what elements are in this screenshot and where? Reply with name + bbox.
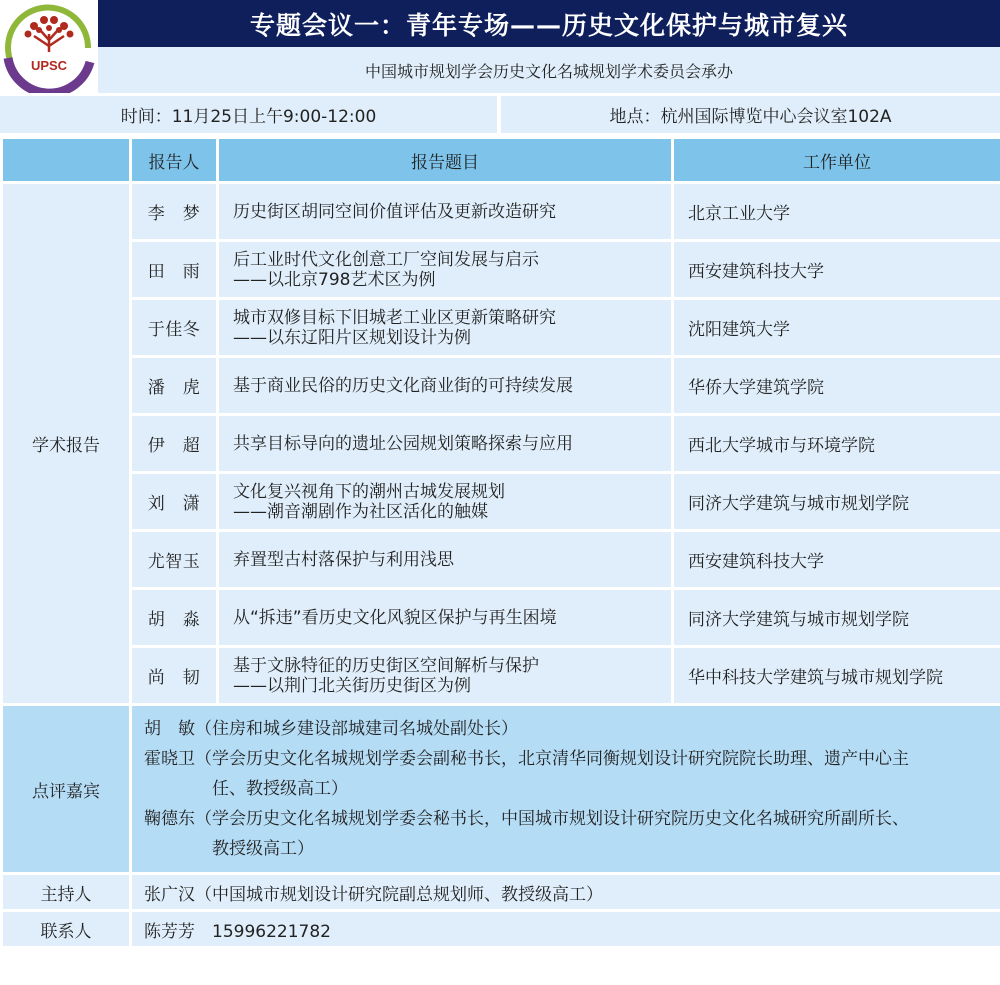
schedule-table <box>0 136 1000 949</box>
meeting-time: 时间：11月25日上午9:00-12:00 <box>0 96 497 133</box>
speaker-name: 尤智玉 <box>131 531 218 589</box>
report-topic: 共享目标导向的遗址公园规划策略探索与应用 <box>218 415 673 473</box>
report-topic: 弃置型古村落保护与利用浅思 <box>218 531 673 589</box>
logo <box>0 0 98 93</box>
header-topic: 报告题目 <box>218 138 673 183</box>
work-unit: 西北大学城市与环境学院 <box>673 415 1000 473</box>
reviewer-entry: 胡 敏（住房和城乡建设部城建司名城处副处长） <box>144 719 518 739</box>
table-header-row <box>2 138 1000 183</box>
reviewer-entry-cont: 任、教授级高工） <box>212 779 348 799</box>
table-row <box>2 357 1000 415</box>
table-row <box>2 531 1000 589</box>
speaker-name: 刘 潇 <box>131 473 218 531</box>
header-unit: 工作单位 <box>673 138 1000 183</box>
work-unit: 西安建筑科技大学 <box>673 241 1000 299</box>
info-row <box>0 93 1000 136</box>
contact-value: 陈芳芳 15996221782 <box>131 911 1000 948</box>
speaker-name: 伊 超 <box>131 415 218 473</box>
report-topic: 文化复兴视角下的潮州古城发展规划 ——潮音潮剧作为社区活化的触媒 <box>218 473 673 531</box>
work-unit: 西安建筑科技大学 <box>673 531 1000 589</box>
table-row <box>2 473 1000 531</box>
svg-text:青年托举: 青年托举 <box>36 75 62 82</box>
speaker-name: 李 梦 <box>131 183 218 241</box>
speaker-name: 尚 韧 <box>131 647 218 705</box>
speaker-name: 胡 淼 <box>131 589 218 647</box>
organizer: 中国城市规划学会历史文化名城规划学术委员会承办 <box>98 47 1000 93</box>
reviewers-list <box>131 705 1000 874</box>
reviewers-label: 点评嘉宾 <box>2 705 131 874</box>
report-topic: 历史街区胡同空间价值评估及更新改造研究 <box>218 183 673 241</box>
section-label: 学术报告 <box>2 183 131 705</box>
table-row <box>2 183 1000 241</box>
work-unit: 沈阳建筑大学 <box>673 299 1000 357</box>
work-unit: 华侨大学建筑学院 <box>673 357 1000 415</box>
table-row <box>2 415 1000 473</box>
report-topic: 城市双修目标下旧城老工业区更新策略研究 ——以东辽阳片区规划设计为例 <box>218 299 673 357</box>
work-unit: 同济大学建筑与城市规划学院 <box>673 473 1000 531</box>
header-speaker: 报告人 <box>131 138 218 183</box>
table-row <box>2 647 1000 705</box>
svg-text:UPSC: UPSC <box>30 58 68 73</box>
contact-label: 联系人 <box>2 911 131 948</box>
table-row <box>2 299 1000 357</box>
work-unit: 华中科技大学建筑与城市规划学院 <box>673 647 1000 705</box>
reviewer-entry-cont: 教授级高工） <box>212 839 314 859</box>
host-label: 主持人 <box>2 874 131 911</box>
header-empty <box>2 138 131 183</box>
reviewer-entry: 鞠德东（学会历史文化名城规划学委会秘书长，中国城市规划设计研究院历史文化名城研究所副所长、 <box>144 809 909 829</box>
speaker-name: 田 雨 <box>131 241 218 299</box>
report-topic: 基于文脉特征的历史街区空间解析与保护 ——以荆门北关街历史街区为例 <box>218 647 673 705</box>
work-unit: 北京工业大学 <box>673 183 1000 241</box>
speaker-name: 于佳冬 <box>131 299 218 357</box>
report-topic: 后工业时代文化创意工厂空间发展与启示 ——以北京798艺术区为例 <box>218 241 673 299</box>
page-title: 专题会议一：青年专场——历史文化保护与城市复兴 <box>98 0 1000 47</box>
reviewer-entry: 霍晓卫（学会历史文化名城规划学委会副秘书长，北京清华同衡规划设计研究院院长助理、遗产中心主 <box>144 749 909 769</box>
reviewers-row <box>2 705 1000 874</box>
contact-row <box>2 911 1000 948</box>
table-row <box>2 589 1000 647</box>
host-row <box>2 874 1000 911</box>
meeting-place: 地点：杭州国际博览中心会议室102A <box>501 96 1000 133</box>
table-row <box>2 241 1000 299</box>
report-topic: 基于商业民俗的历史文化商业街的可持续发展 <box>218 357 673 415</box>
work-unit: 同济大学建筑与城市规划学院 <box>673 589 1000 647</box>
host-value: 张广汉（中国城市规划设计研究院副总规划师、教授级高工） <box>131 874 1000 911</box>
report-topic: 从“拆违”看历史文化风貌区保护与再生困境 <box>218 589 673 647</box>
speaker-name: 潘 虎 <box>131 357 218 415</box>
upsc-logo-icon <box>0 0 98 93</box>
